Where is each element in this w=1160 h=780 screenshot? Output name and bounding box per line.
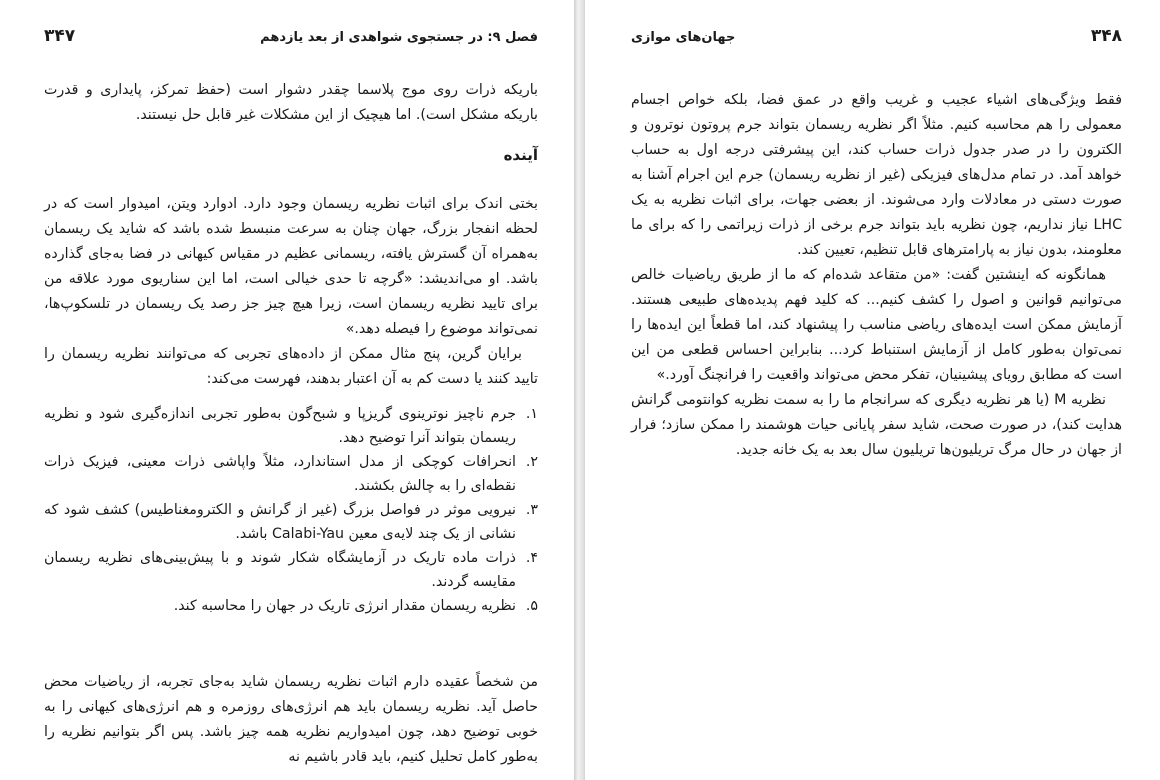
- list-item: [44, 450, 538, 498]
- left-paragraph-2: برایان گرین، پنج مثال ممکن از داده‌های تجربی که می‌توانند نظریه ریسمان را تایید کنند یا دست کم به آن اعتبار بدهند، فهرست می‌کند:: [44, 346, 538, 387]
- list-item: [44, 594, 538, 618]
- right-running-title: جهان‌های موازی: [631, 30, 736, 45]
- list-item-text: نیرویی موثر در فواصل بزرگ (غیر از گرانش و الکترومغناطیس) کشف شود که نشانی از یک چند لایه‌ی معین Calabi-Yau باشد.: [44, 502, 516, 542]
- left-page-number: ۳۴۷: [44, 26, 76, 46]
- left-page: [0, 0, 574, 780]
- list-item: [44, 402, 538, 450]
- list-item-number: ۵.: [525, 598, 538, 614]
- list-item-number: ۴.: [525, 550, 538, 566]
- right-paragraph-2: همانگونه که اینشتین گفت: «من متقاعد شده‌ام که ما از طریق ریاضیات خالص می‌توانیم قوانین و اصول را کشف کنیم... که کلید فهم پدیده‌های طبیعی هستند. آزمایش ممکن است ایده‌های ریاضی مناسب را پیشنهاد کند، اما قطعاً این ایده‌ها را نمی‌توان به‌طور کامل از آزمایش استنباط کرد... بنابراین احساس قطعی من این است که مطابق رویای پیشینیان، تفکر محض می‌تواند واقعیت را فرانچنگ آورد.»: [631, 267, 1122, 383]
- list-item: [44, 546, 538, 594]
- left-running-header: [44, 26, 538, 50]
- left-paragraph-3: من شخصاً عقیده دارم اثبات نظریه ریسمان شاید به‌جای تجربه، از ریاضیات محض حاصل آید. نظریه ریسمان باید هم انرژی‌های روزمره و هم انرژی‌های کیهانی را به خوبی توضیح دهد، چون امیدواریم نظریه همه چیز باشد. پس اگر بتوانیم نظریه را به‌طور کامل تحلیل کنیم، باید قادر باشیم نه: [44, 674, 538, 765]
- right-paragraph-3: نظریه M (یا هر نظریه دیگری که سرانجام ما را به سمت نظریه کوانتومی گرانش هدایت کند)، در صورت صحت، شاید سفر پایانی حیات هوشمند را ممکن سازد؛ فرار از جهان در حال مرگ تریلیون‌ها تریلیون سال بعد به یک خانه جدید.: [631, 392, 1122, 458]
- evidence-list: [44, 402, 538, 618]
- list-item-text: جرم ناچیز نوترینوی گریزپا و شبح‌گون به‌طور تجربی اندازه‌گیری شود و نظریه ریسمان بتواند آنرا توضیح دهد.: [44, 406, 516, 446]
- right-running-header: [631, 26, 1122, 50]
- list-item-text: انحرافات کوچکی از مدل استاندارد، مثلاً واپاشی ذرات معینی، فیزیک ذرات نقطه‌ای را به چالش بکشند.: [44, 454, 516, 494]
- left-intro-paragraph: باریکه ذرات روی موج پلاسما چقدر دشوار است (حفظ تمرکز، پایداری و قدرت باریکه مشکل است). اما هیچیک از این مشکلات غیر قابل حل نیستند.: [44, 82, 538, 123]
- book-gutter: [574, 0, 584, 780]
- list-item-text: نظریه ریسمان مقدار انرژی تاریک در جهان را محاسبه کند.: [173, 598, 516, 614]
- left-running-title: فصل ۹: در جستجوی شواهدی از بعد یازدهم: [260, 30, 538, 45]
- spacer: [44, 628, 538, 642]
- right-paragraph-1: فقط ویژگی‌های اشیاء عجیب و غریب واقع در عمق فضا، بلکه خواص اجسام معمولی را هم محاسبه کنیم. مثلاً اگر نظریه ریسمان بتواند جرم پروتون نوترون و الکترون را در صدر جدول ذرات حساب کند، این پیشرفتی درجه اول به حساب خواهد آمد. در تمام مدل‌های فیزیکی (غیر از نظریه ریسمان) جرم این اجرام آشنا به صورت دستی در معادلات وارد می‌شوند. از بعضی جهات، برای اثبات نظریه به یک LHC نیاز نداریم، چون نظریه باید بتواند جرم برخی از ذرات زیراتمی را که برای ما معلومند، بدون نیاز به پارامترهای قابل تنظیم، تعیین کند.: [631, 92, 1122, 258]
- list-item-number: ۲.: [525, 454, 538, 470]
- left-paragraph-1: بختی اندک برای اثبات نظریه ریسمان وجود دارد. ادوارد ویتن، امیدوار است که در لحظه انفجار بزرگ، جهان چنان به سرعت منبسط شده باشد که شاید یک ریسمان به‌همراه آن گسترش یافته، ریسمانی عظیم در مقیاس کیهانی در فضا به‌جای گذارده باشد. او می‌اندیشد: «گرچه تا حدی خیالی است، اما این سناریوی مورد علاقه من برای تایید نظریه ریسمان است، زیرا هیچ چیز جز رصد یک ریسمان در تلسکوپ‌ها، نمی‌تواند موضوع را فیصله دهد.»: [44, 196, 538, 337]
- section-heading: آینده: [503, 146, 538, 164]
- right-page: [584, 0, 1160, 780]
- list-item-number: ۱.: [525, 406, 538, 422]
- right-page-number: ۳۴۸: [1090, 26, 1122, 46]
- list-item-number: ۳.: [525, 502, 538, 518]
- list-item: [44, 498, 538, 546]
- list-item-text: ذرات ماده تاریک در آزمایشگاه شکار شوند و با پیش‌بینی‌های نظریه ریسمان مقایسه گردند.: [44, 550, 516, 590]
